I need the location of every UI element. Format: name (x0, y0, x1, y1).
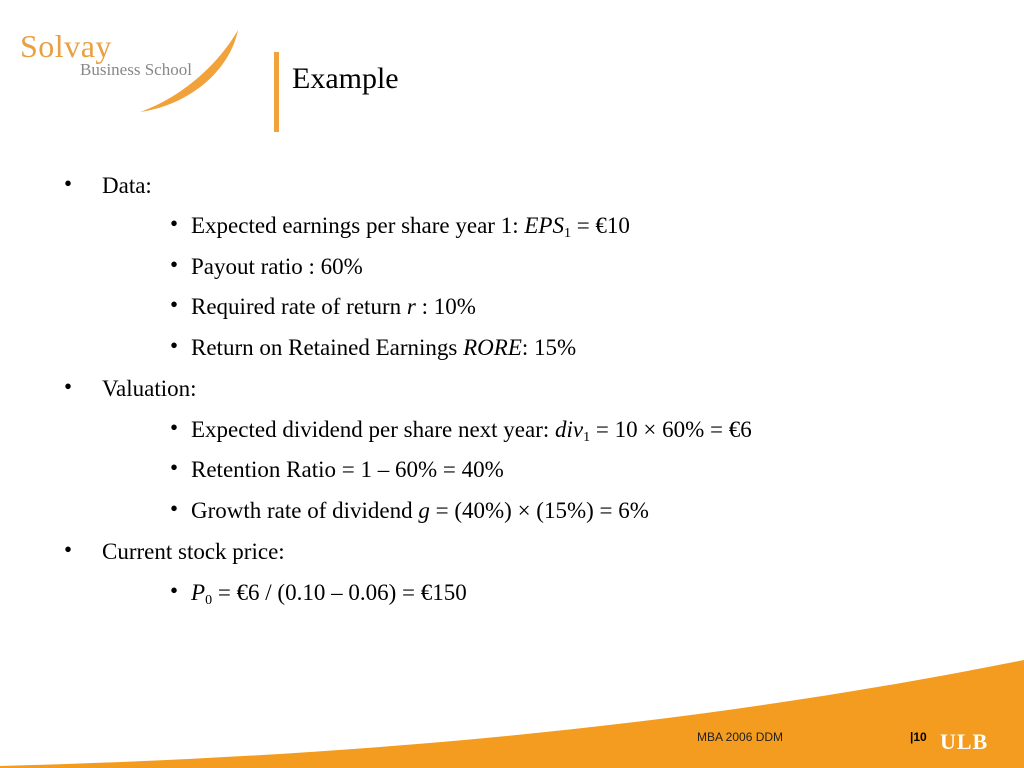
payout-item: Payout ratio : 60% (191, 254, 363, 279)
logo-subtitle: Business School (80, 60, 192, 79)
page-number: |10 (910, 730, 927, 744)
bullet-icon: • (64, 374, 73, 399)
bullet-icon: • (170, 333, 179, 358)
ulb-logo: ULB (940, 729, 989, 754)
growth-item: Growth rate of dividend g = (40%) × (15%) = 6% (191, 498, 649, 523)
rore-item: Return on Retained Earnings RORE: 15% (191, 335, 577, 360)
bullet-icon: • (170, 455, 179, 480)
slide-title: Example (292, 62, 399, 95)
required-return-item: Required rate of return r : 10% (191, 294, 476, 319)
logo-name: Solvay (20, 28, 112, 64)
bullet-icon: • (170, 578, 179, 603)
eps-item: Expected earnings per share year 1: $EPS_1$ = €10 (191, 213, 630, 241)
p0-item: $P_0$ = €6 / (0.10 – 0.06) = €150 (191, 580, 467, 608)
bullet-icon: • (170, 415, 179, 440)
retention-item: Retention Ratio = 1 – 60% = 40% (191, 457, 504, 482)
bullet-icon: • (170, 211, 179, 236)
bullet-icon: • (170, 496, 179, 521)
bullet-icon: • (170, 252, 179, 277)
footer-course: MBA 2006 DDM (697, 730, 784, 744)
bullet-icon: • (170, 292, 179, 317)
dividend-item: Expected dividend per share next year: div$_1$ = 10 × 60% = €6 (191, 417, 752, 445)
price-label: Current stock price: (102, 539, 285, 564)
bullet-icon: • (64, 537, 73, 562)
valuation-label: Valuation: (102, 376, 197, 401)
data-label: Data: (102, 173, 152, 198)
bullet-icon: • (64, 171, 73, 196)
